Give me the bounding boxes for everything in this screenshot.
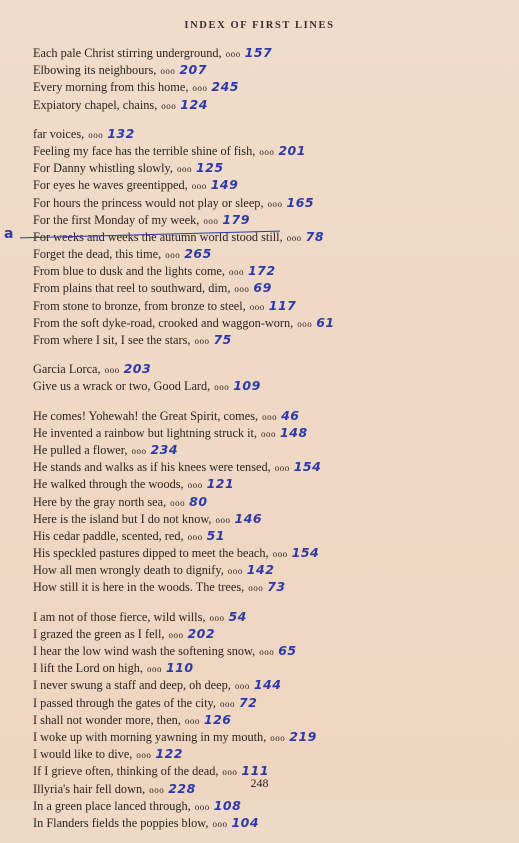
index-entry: [33, 510, 503, 527]
dot-leader: ooo: [194, 801, 210, 812]
dot-leader: ooo: [209, 612, 225, 623]
first-line-text: Here is the island but I do not know,: [33, 511, 212, 526]
handwritten-page-number: 203: [123, 361, 152, 377]
handwritten-page-number: 104: [231, 814, 260, 830]
first-line-text: His speckled pastures dipped to meet the beach,: [33, 546, 269, 561]
page-number: 248: [250, 776, 269, 790]
handwritten-page-number: 154: [293, 459, 322, 475]
handwritten-page-number: 154: [291, 545, 320, 561]
index-entry: [33, 194, 503, 211]
handwritten-page-number: 54: [228, 608, 247, 624]
dot-leader: ooo: [192, 83, 208, 94]
dot-leader: ooo: [88, 129, 104, 140]
handwritten-page-number: 179: [222, 211, 250, 227]
handwritten-page-number: 111: [241, 763, 270, 779]
handwritten-page-number: 165: [286, 194, 315, 210]
dot-leader: ooo: [149, 784, 165, 795]
index-entry: [33, 642, 503, 659]
margin-annotation: a: [4, 226, 14, 242]
index-entry: [33, 608, 503, 625]
dot-leader: ooo: [146, 664, 162, 675]
first-line-text: Every morning from this home,: [33, 80, 189, 95]
first-line-text: Give us a wrack or two, Good Lard,: [33, 379, 211, 394]
index-entry: [33, 407, 503, 424]
dot-leader: ooo: [214, 382, 230, 393]
first-line-text: His cedar paddle, scented, red,: [33, 528, 184, 543]
first-line-text: For eyes he waves greentipped,: [33, 178, 188, 193]
handwritten-page-number: 172: [247, 263, 276, 279]
index-entry: [33, 544, 503, 561]
dot-leader: ooo: [104, 365, 120, 376]
index-entry: [33, 625, 503, 642]
handwritten-page-number: 148: [280, 424, 308, 440]
first-line-text: For the first Monday of my week,: [33, 212, 200, 227]
index-entry: [33, 659, 503, 676]
handwritten-page-number: 142: [246, 562, 275, 578]
dot-leader: ooo: [297, 318, 313, 329]
dot-leader: ooo: [168, 629, 184, 640]
index-entry: [33, 61, 503, 78]
first-line-text: For weeks and weeks the autumn world stood still,: [33, 229, 283, 244]
index-entry: [33, 441, 503, 458]
index-group: [33, 608, 503, 831]
dot-leader: ooo: [234, 681, 250, 692]
first-line-text: Forget the dead, this time,: [33, 247, 162, 262]
handwritten-page-number: 157: [244, 45, 273, 60]
dot-leader: ooo: [219, 698, 235, 709]
index-entry: [33, 694, 503, 711]
dot-leader: ooo: [176, 164, 192, 175]
handwritten-page-number: 202: [187, 625, 216, 641]
dot-leader: ooo: [170, 497, 186, 508]
dot-leader: ooo: [225, 49, 241, 59]
handwritten-page-number: 46: [281, 407, 300, 423]
dot-leader: ooo: [194, 336, 210, 346]
first-line-text: Here by the gray north sea,: [33, 494, 167, 509]
first-line-text: I lift the Lord on high,: [33, 661, 143, 676]
index-entry: [33, 814, 503, 831]
handwritten-page-number: 125: [195, 160, 224, 176]
handwritten-page-number: 75: [213, 332, 232, 347]
index-entry: [33, 424, 503, 441]
first-line-text: How still it is here in the woods. The trees,: [33, 580, 245, 595]
first-lines-index: [33, 44, 503, 843]
handwritten-page-number: 51: [206, 527, 225, 543]
handwritten-page-number: 110: [165, 660, 194, 676]
dot-leader: ooo: [203, 215, 219, 226]
dot-leader: ooo: [267, 198, 283, 209]
dot-leader: ooo: [136, 750, 152, 761]
dot-leader: ooo: [261, 428, 277, 439]
handwritten-page-number: 234: [150, 441, 179, 457]
first-line-text: Garcia Lorca,: [33, 362, 101, 377]
handwritten-page-number: 65: [278, 643, 297, 658]
first-line-text: From where I sit, I see the stars,: [33, 333, 191, 347]
first-line-text: I am not of those fierce, wild wills,: [33, 609, 206, 624]
handwritten-page-number: 108: [213, 797, 242, 813]
first-line-text: Expiatory chapel, chains,: [33, 97, 158, 112]
dot-leader: ooo: [222, 767, 238, 778]
first-line-text: In Flanders fields the poppies blow,: [33, 815, 209, 830]
first-line-text: Elbowing its neighbours,: [33, 63, 157, 78]
first-line-text: He walked through the woods,: [33, 477, 184, 492]
dot-leader: ooo: [259, 647, 275, 657]
first-line-text: Feeling my face has the terrible shine of fish,: [33, 143, 256, 158]
handwritten-page-number: 69: [253, 280, 272, 296]
first-line-text: He stands and walks as if his knees were tensed,: [33, 460, 271, 475]
first-line-text: I would like to dive,: [33, 747, 133, 762]
index-entry: [33, 458, 503, 475]
index-entry: [33, 159, 503, 176]
first-line-text: If I grieve often, thinking of the dead,: [33, 764, 219, 779]
index-entry: [33, 331, 503, 348]
handwritten-page-number: 122: [155, 746, 183, 762]
dot-leader: ooo: [249, 301, 265, 312]
dot-leader: ooo: [165, 250, 181, 261]
handwritten-page-number: 144: [253, 677, 282, 693]
dot-leader: ooo: [228, 267, 244, 278]
index-entry: [33, 314, 503, 331]
handwritten-page-number: 265: [184, 246, 212, 262]
handwritten-page-number: 149: [210, 177, 239, 193]
first-line-text: From blue to dusk and the lights come,: [33, 264, 225, 279]
index-entry: [33, 44, 503, 61]
dot-leader: ooo: [187, 531, 203, 542]
dot-leader: ooo: [259, 146, 275, 157]
handwritten-page-number: 73: [267, 579, 286, 595]
dot-leader: ooo: [184, 715, 200, 726]
index-group: [33, 125, 503, 348]
dot-leader: ooo: [274, 463, 290, 474]
first-line-text: From plains that reel to southward, dim,: [33, 281, 231, 296]
first-line-text: He pulled a flower,: [33, 442, 128, 457]
index-entry: [33, 125, 503, 142]
handwritten-page-number: 121: [206, 476, 235, 492]
index-entry: [33, 493, 503, 510]
dot-leader: ooo: [187, 480, 203, 491]
first-line-text: From the soft dyke-road, crooked and waggon-worn,: [33, 315, 294, 330]
index-entry: [33, 360, 503, 377]
index-entry: [33, 279, 503, 296]
index-entry: [33, 297, 503, 314]
dot-leader: ooo: [262, 411, 278, 422]
index-entry: [33, 676, 503, 693]
handwritten-page-number: 124: [180, 96, 208, 112]
first-line-text: I woke up with morning yawning in my mouth,: [33, 729, 267, 744]
dot-leader: ooo: [212, 818, 228, 829]
index-entry: [33, 78, 503, 95]
dot-leader: ooo: [234, 284, 250, 295]
first-line-text: In a green place lanced through,: [33, 798, 191, 813]
dot-leader: ooo: [191, 181, 207, 192]
handwritten-page-number: 228: [168, 780, 196, 796]
index-group: [33, 360, 503, 394]
dot-leader: ooo: [161, 100, 177, 111]
handwritten-page-number: 132: [107, 125, 135, 141]
handwritten-page-number: 117: [268, 297, 297, 313]
handwritten-page-number: 78: [305, 228, 325, 244]
index-group: [33, 407, 503, 596]
index-entry: [33, 711, 503, 728]
first-line-text: How all men wrongly death to dignify,: [33, 563, 224, 578]
first-line-text: For hours the princess would not play or sleep,: [33, 195, 264, 210]
first-line-text: Illyria's hair fell down,: [33, 781, 146, 796]
index-entry: [33, 745, 503, 762]
dot-leader: ooo: [270, 732, 286, 743]
index-entry: [33, 527, 503, 544]
first-line-text: Each pale Christ stirring underground,: [33, 46, 222, 60]
index-entry: [33, 142, 503, 159]
handwritten-page-number: 80: [189, 493, 208, 509]
dot-leader: ooo: [215, 514, 231, 525]
dot-leader: ooo: [131, 445, 147, 456]
handwritten-page-number: 72: [238, 694, 258, 710]
index-entry: [33, 96, 503, 113]
first-line-text: He comes! Yohewah! the Great Spirit, comes,: [33, 408, 259, 423]
first-line-text: far voices,: [33, 126, 85, 141]
handwritten-page-number: 207: [179, 62, 207, 78]
dot-leader: ooo: [160, 66, 176, 77]
first-line-text: He invented a rainbow but lightning struck it,: [33, 425, 258, 440]
first-line-text: I shall not wonder more, then,: [33, 712, 181, 727]
index-entry: [33, 578, 503, 595]
index-entry: [33, 245, 503, 262]
dot-leader: ooo: [272, 549, 288, 560]
handwritten-page-number: 126: [203, 711, 232, 727]
index-entry: [33, 377, 503, 394]
first-line-text: I never swung a staff and deep, oh deep,: [33, 678, 231, 693]
handwritten-page-number: 201: [278, 142, 306, 158]
index-entry: [33, 262, 503, 279]
index-entry: [33, 176, 503, 193]
handwritten-page-number: 219: [289, 728, 317, 744]
index-entry: [33, 211, 503, 228]
first-line-text: I grazed the green as I fell,: [33, 626, 165, 641]
index-entry: [33, 797, 503, 814]
index-entry: [33, 561, 503, 578]
page-header: INDEX OF FIRST LINES: [184, 20, 335, 31]
handwritten-page-number: 109: [233, 378, 261, 394]
handwritten-page-number: 146: [234, 510, 263, 526]
first-line-text: For Danny whistling slowly,: [33, 161, 173, 176]
first-line-text: From stone to bronze, from bronze to steel,: [33, 298, 246, 313]
first-line-text: I passed through the gates of the city,: [33, 695, 216, 710]
index-entry: [33, 475, 503, 492]
first-line-text: I hear the low wind wash the softening snow,: [33, 644, 256, 658]
dot-leader: ooo: [286, 232, 302, 243]
dot-leader: ooo: [248, 583, 264, 594]
handwritten-page-number: 61: [316, 314, 335, 330]
index-entry: [33, 728, 503, 745]
handwritten-page-number: 245: [211, 79, 239, 95]
index-group: [33, 44, 503, 113]
dot-leader: ooo: [227, 566, 243, 577]
